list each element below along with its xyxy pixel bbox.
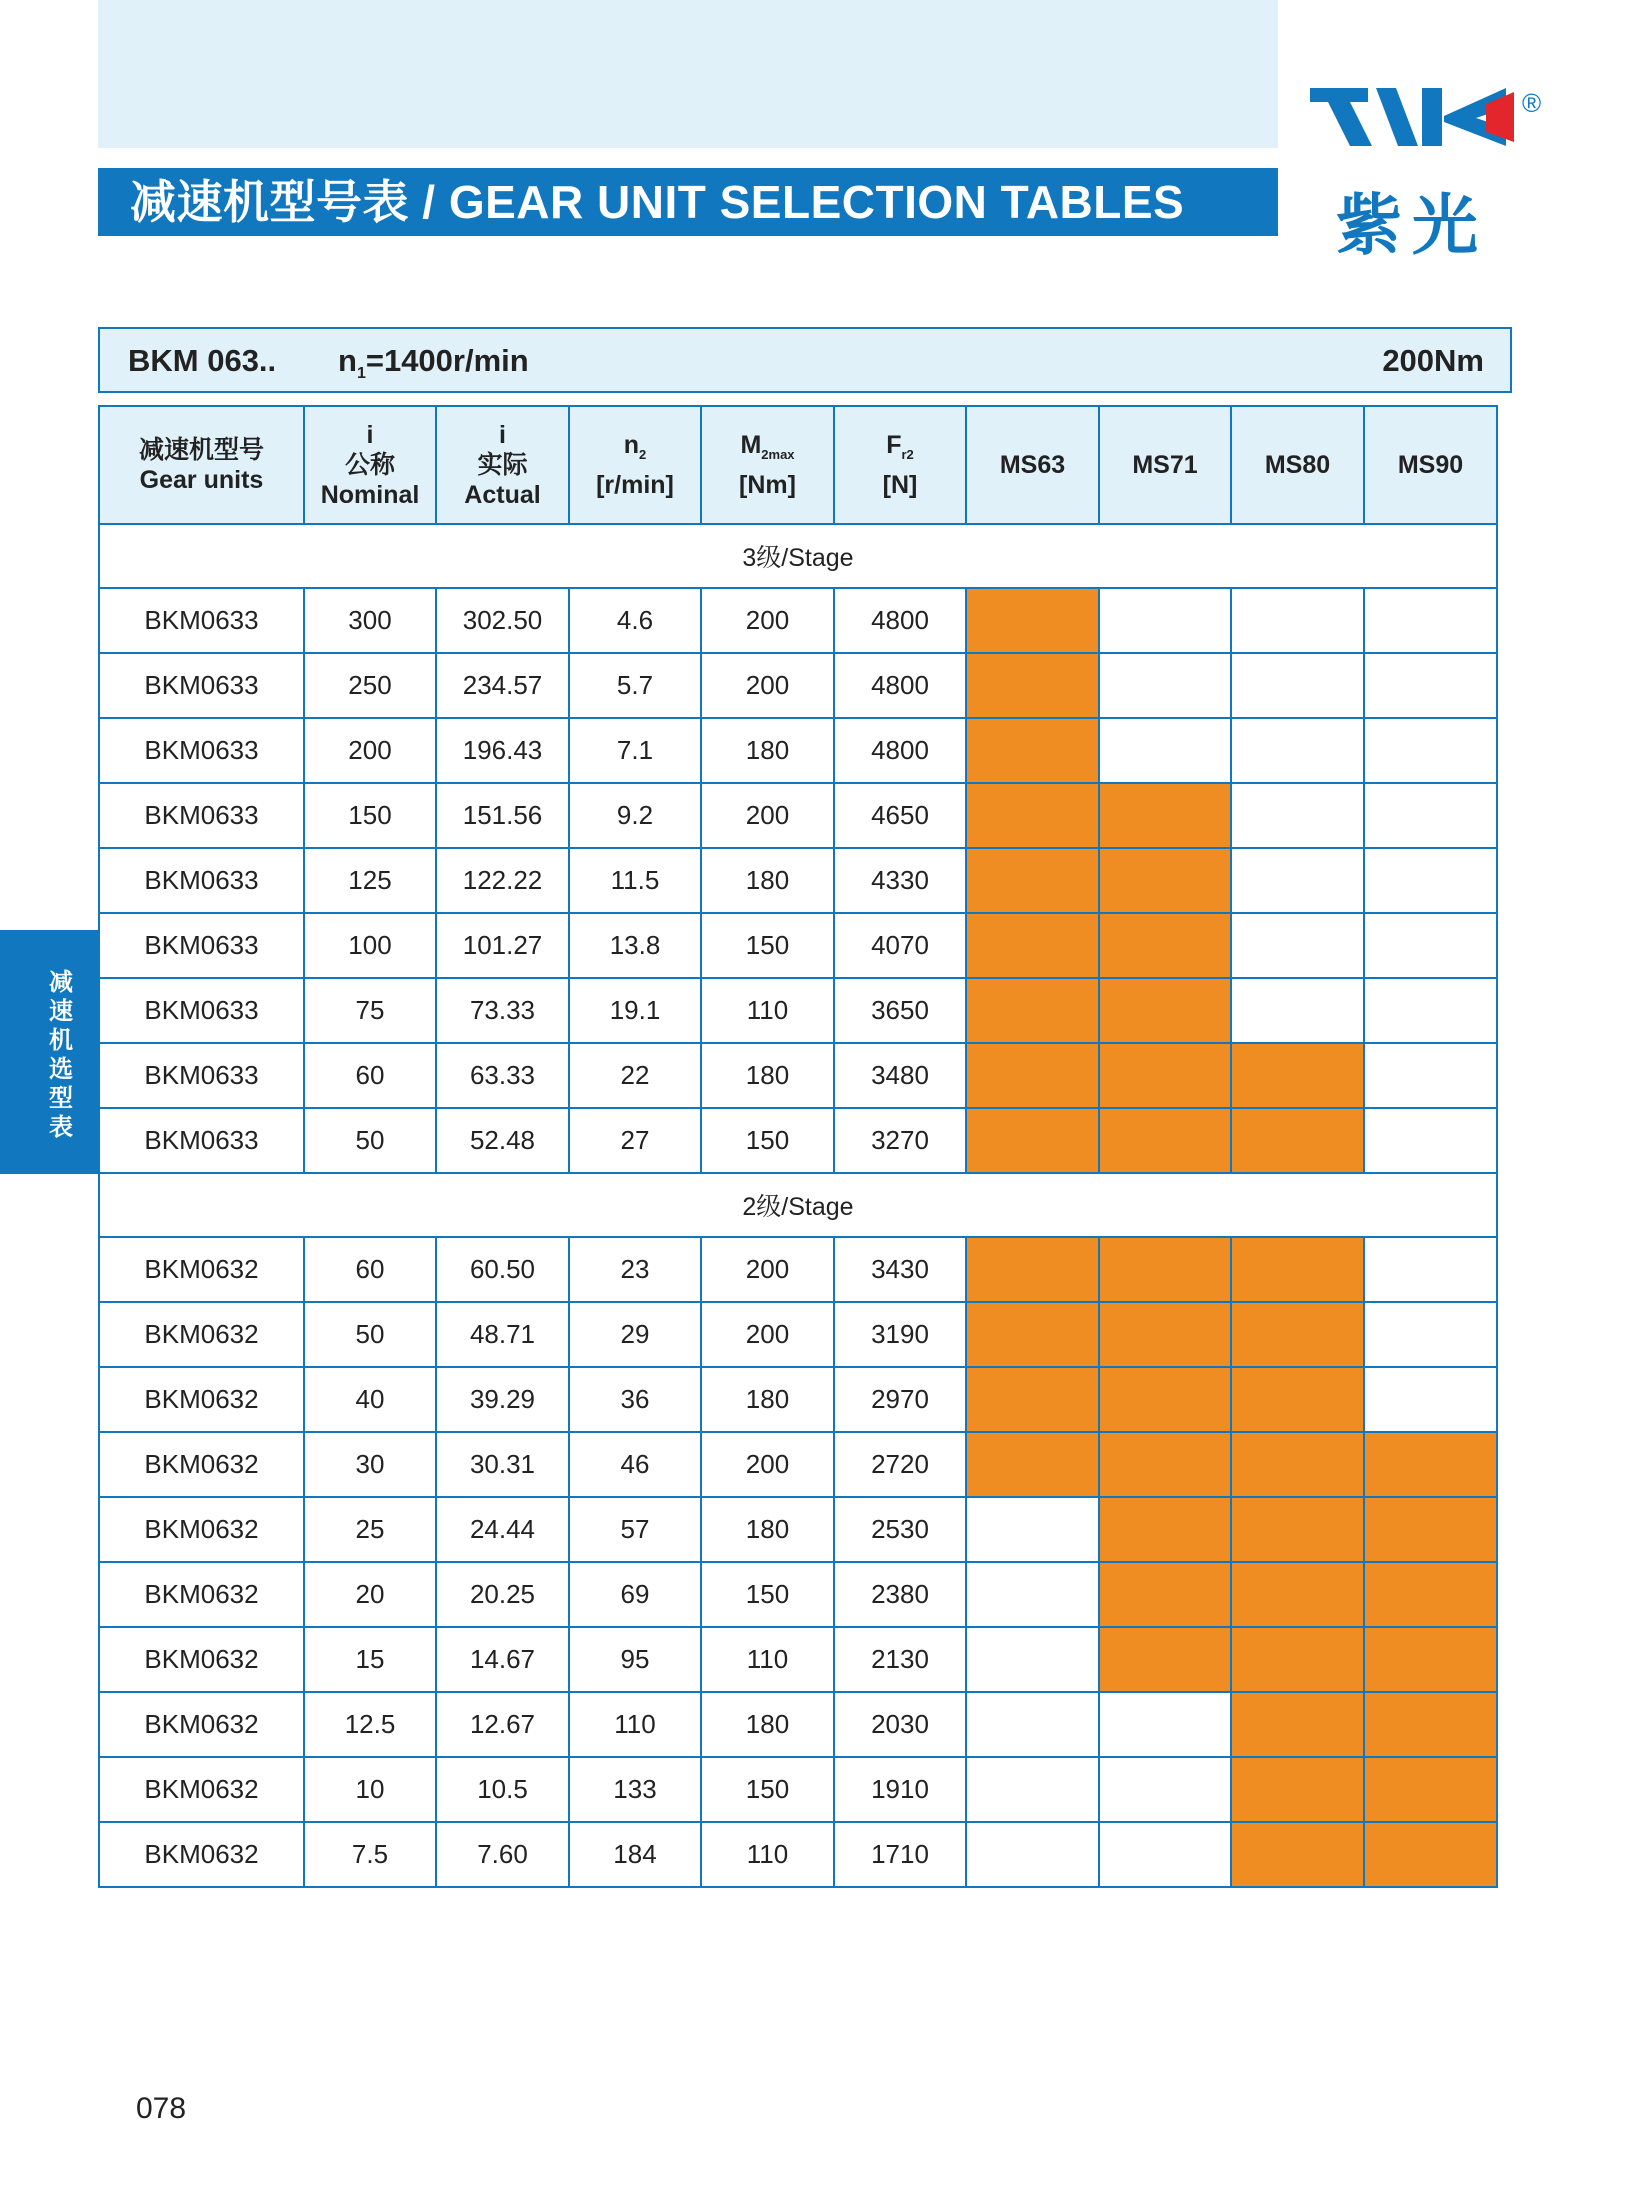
cell-fr2: 2130 [834,1627,966,1692]
cell-nominal: 125 [304,848,436,913]
fit-cell-ms80 [1231,1043,1364,1108]
fit-cell-ms80 [1231,1237,1364,1302]
fit-cell-ms80 [1231,978,1364,1043]
cell-nominal: 20 [304,1562,436,1627]
cell-actual: 101.27 [436,913,569,978]
cell-model: BKM0633 [99,978,304,1043]
col-motor-ms63: MS63 [966,406,1099,524]
cell-actual: 7.60 [436,1822,569,1887]
table-row [99,848,1497,913]
fit-cell-ms71 [1099,1627,1231,1692]
table-row [99,1108,1497,1173]
registered-mark: ® [1522,88,1542,118]
cell-model: BKM0633 [99,1043,304,1108]
cell-m2: 200 [701,783,834,848]
stage-label: 3级/Stage [99,524,1497,588]
fit-cell-ms71 [1099,1497,1231,1562]
cell-fr2: 3270 [834,1108,966,1173]
zik-logo-icon [1310,88,1518,146]
cell-fr2: 4800 [834,653,966,718]
cell-m2: 180 [701,848,834,913]
cell-actual: 20.25 [436,1562,569,1627]
fit-cell-ms80 [1231,1108,1364,1173]
fit-cell-ms90 [1364,653,1497,718]
cell-actual: 122.22 [436,848,569,913]
fit-cell-ms63 [966,913,1099,978]
cell-n2: 23 [569,1237,701,1302]
cell-n2: 27 [569,1108,701,1173]
table-row [99,1822,1497,1887]
fit-cell-ms71 [1099,1367,1231,1432]
side-tab [0,930,98,1174]
col-motor-ms80: MS80 [1231,406,1364,524]
col-motor-ms90: MS90 [1364,406,1497,524]
fit-cell-ms90 [1364,1562,1497,1627]
cell-model: BKM0632 [99,1237,304,1302]
fit-cell-ms80 [1231,1562,1364,1627]
fit-cell-ms71 [1099,588,1231,653]
fit-cell-ms71 [1099,783,1231,848]
cell-actual: 14.67 [436,1627,569,1692]
cell-actual: 24.44 [436,1497,569,1562]
cell-nominal: 60 [304,1237,436,1302]
cell-actual: 12.67 [436,1692,569,1757]
cell-actual: 52.48 [436,1108,569,1173]
fit-cell-ms90 [1364,1822,1497,1887]
fit-cell-ms63 [966,783,1099,848]
cell-model: BKM0632 [99,1367,304,1432]
fit-cell-ms80 [1231,783,1364,848]
col-output-speed: $n_2$ [r/min] [569,406,701,524]
fit-cell-ms63 [966,1497,1099,1562]
table-row [99,1757,1497,1822]
cell-n2: 184 [569,1822,701,1887]
fit-cell-ms63 [966,1757,1099,1822]
col-motor-ms71: MS71 [1099,406,1231,524]
table-row [99,1302,1497,1367]
table-row [99,1043,1497,1108]
cell-model: BKM0632 [99,1692,304,1757]
cell-n2: 7.1 [569,718,701,783]
table-row [99,1237,1497,1302]
cell-nominal: 7.5 [304,1822,436,1887]
model-series: BKM 063.. [128,343,277,378]
fit-cell-ms63 [966,1302,1099,1367]
cell-model: BKM0633 [99,1108,304,1173]
cell-actual: 73.33 [436,978,569,1043]
cell-m2: 110 [701,1822,834,1887]
cell-fr2: 1710 [834,1822,966,1887]
stage-row [99,1173,1497,1237]
fit-cell-ms63 [966,1562,1099,1627]
cell-fr2: 2030 [834,1692,966,1757]
cell-n2: 110 [569,1692,701,1757]
cell-nominal: 75 [304,978,436,1043]
table-row [99,1432,1497,1497]
fit-cell-ms63 [966,653,1099,718]
cell-nominal: 100 [304,913,436,978]
fit-cell-ms80 [1231,1302,1364,1367]
fit-cell-ms71 [1099,1237,1231,1302]
page-number: 078 [136,2092,187,2125]
cell-model: BKM0633 [99,653,304,718]
fit-cell-ms71 [1099,1692,1231,1757]
fit-cell-ms80 [1231,1497,1364,1562]
cell-nominal: 60 [304,1043,436,1108]
fit-cell-ms90 [1364,1432,1497,1497]
cell-model: BKM0632 [99,1497,304,1562]
cell-model: BKM0632 [99,1432,304,1497]
fit-cell-ms80 [1231,1367,1364,1432]
cell-model: BKM0632 [99,1302,304,1367]
fit-cell-ms90 [1364,848,1497,913]
cell-m2: 110 [701,978,834,1043]
fit-cell-ms63 [966,1367,1099,1432]
cell-n2: 36 [569,1367,701,1432]
fit-cell-ms63 [966,1432,1099,1497]
fit-cell-ms90 [1364,1497,1497,1562]
fit-cell-ms80 [1231,848,1364,913]
cell-n2: 4.6 [569,588,701,653]
cell-m2: 200 [701,1432,834,1497]
cell-fr2: 3480 [834,1043,966,1108]
fit-cell-ms80 [1231,1627,1364,1692]
cell-n2: 13.8 [569,913,701,978]
cell-n2: 5.7 [569,653,701,718]
side-tab-label: 减速机选型表 [49,969,73,1141]
fit-cell-ms71 [1099,1822,1231,1887]
cell-fr2: 4650 [834,783,966,848]
table-row [99,718,1497,783]
input-speed: $n_1=1400r/\min$ [338,343,529,383]
fit-cell-ms63 [966,1043,1099,1108]
cell-n2: 9.2 [569,783,701,848]
cell-model: BKM0632 [99,1822,304,1887]
fit-cell-ms63 [966,1237,1099,1302]
fit-cell-ms90 [1364,1302,1497,1367]
col-ratio-nominal: i 公称 Nominal [304,406,436,524]
fit-cell-ms90 [1364,978,1497,1043]
cell-fr2: 4800 [834,718,966,783]
cell-actual: 30.31 [436,1432,569,1497]
cell-nominal: 12.5 [304,1692,436,1757]
fit-cell-ms71 [1099,718,1231,783]
fit-cell-ms71 [1099,1432,1231,1497]
table-row [99,1692,1497,1757]
cell-m2: 200 [701,653,834,718]
col-gear-units: 减速机型号 Gear units [99,406,304,524]
cell-nominal: 50 [304,1302,436,1367]
cell-model: BKM0632 [99,1627,304,1692]
cell-m2: 200 [701,1237,834,1302]
fit-cell-ms63 [966,1822,1099,1887]
fit-cell-ms63 [966,1108,1099,1173]
cell-fr2: 4800 [834,588,966,653]
table-row [99,1627,1497,1692]
cell-actual: 196.43 [436,718,569,783]
cell-fr2: 2970 [834,1367,966,1432]
cell-nominal: 300 [304,588,436,653]
cell-n2: 133 [569,1757,701,1822]
cell-n2: 29 [569,1302,701,1367]
fit-cell-ms90 [1364,718,1497,783]
cell-n2: 19.1 [569,978,701,1043]
cell-m2: 150 [701,913,834,978]
fit-cell-ms80 [1231,653,1364,718]
cell-actual: 60.50 [436,1237,569,1302]
cell-fr2: 2720 [834,1432,966,1497]
cell-m2: 180 [701,1367,834,1432]
cell-nominal: 30 [304,1432,436,1497]
cell-fr2: 3190 [834,1302,966,1367]
fit-cell-ms90 [1364,783,1497,848]
fit-cell-ms80 [1231,1822,1364,1887]
fit-cell-ms90 [1364,588,1497,653]
fit-cell-ms63 [966,718,1099,783]
cell-m2: 150 [701,1108,834,1173]
fit-cell-ms90 [1364,1757,1497,1822]
rated-torque: 200Nm [1382,343,1484,378]
table-row [99,1497,1497,1562]
cell-actual: 39.29 [436,1367,569,1432]
cell-actual: 302.50 [436,588,569,653]
cell-m2: 150 [701,1562,834,1627]
brand-logo [1310,88,1550,262]
fit-cell-ms71 [1099,1043,1231,1108]
fit-cell-ms80 [1231,1757,1364,1822]
cell-fr2: 3650 [834,978,966,1043]
cell-m2: 180 [701,1043,834,1108]
cell-model: BKM0632 [99,1562,304,1627]
table-row [99,588,1497,653]
header-band [98,0,1278,148]
table-row [99,1562,1497,1627]
fit-cell-ms90 [1364,1043,1497,1108]
cell-nominal: 200 [304,718,436,783]
stage-row [99,524,1497,588]
cell-nominal: 50 [304,1108,436,1173]
col-ratio-actual: i 实际 Actual [436,406,569,524]
fit-cell-ms63 [966,848,1099,913]
cell-n2: 95 [569,1627,701,1692]
fit-cell-ms90 [1364,1627,1497,1692]
fit-cell-ms63 [966,1627,1099,1692]
fit-cell-ms71 [1099,848,1231,913]
table-row [99,783,1497,848]
cell-n2: 57 [569,1497,701,1562]
table-row [99,653,1497,718]
fit-cell-ms71 [1099,913,1231,978]
fit-cell-ms90 [1364,1692,1497,1757]
cell-fr2: 3430 [834,1237,966,1302]
col-radial-load: $F_{r2}$ [N] [834,406,966,524]
cell-fr2: 4330 [834,848,966,913]
cell-actual: 234.57 [436,653,569,718]
cell-n2: 22 [569,1043,701,1108]
cell-actual: 151.56 [436,783,569,848]
cell-m2: 180 [701,718,834,783]
cell-model: BKM0633 [99,913,304,978]
cell-m2: 180 [701,1692,834,1757]
page-title: 减速机型号表 / GEAR UNIT SELECTION TABLES [98,168,1278,236]
cell-n2: 46 [569,1432,701,1497]
fit-cell-ms71 [1099,1108,1231,1173]
cell-actual: 48.71 [436,1302,569,1367]
model-info-bar [98,327,1512,393]
cell-model: BKM0633 [99,588,304,653]
fit-cell-ms71 [1099,653,1231,718]
cell-model: BKM0632 [99,1757,304,1822]
cell-model: BKM0633 [99,718,304,783]
cell-m2: 200 [701,1302,834,1367]
cell-nominal: 250 [304,653,436,718]
fit-cell-ms80 [1231,588,1364,653]
cell-m2: 180 [701,1497,834,1562]
cell-model: BKM0633 [99,783,304,848]
cell-nominal: 10 [304,1757,436,1822]
cell-nominal: 150 [304,783,436,848]
cell-m2: 200 [701,588,834,653]
fit-cell-ms71 [1099,978,1231,1043]
cell-n2: 11.5 [569,848,701,913]
selection-table [98,405,1498,1888]
cell-fr2: 2380 [834,1562,966,1627]
cell-fr2: 1910 [834,1757,966,1822]
cell-model: BKM0633 [99,848,304,913]
fit-cell-ms90 [1364,1237,1497,1302]
cell-nominal: 25 [304,1497,436,1562]
cell-m2: 110 [701,1627,834,1692]
cell-actual: 63.33 [436,1043,569,1108]
table-header-row [99,406,1497,524]
fit-cell-ms71 [1099,1302,1231,1367]
fit-cell-ms90 [1364,1367,1497,1432]
cell-m2: 150 [701,1757,834,1822]
stage-label: 2级/Stage [99,1173,1497,1237]
fit-cell-ms80 [1231,913,1364,978]
cell-nominal: 40 [304,1367,436,1432]
fit-cell-ms71 [1099,1757,1231,1822]
table-body [99,524,1497,1887]
fit-cell-ms80 [1231,1692,1364,1757]
cell-fr2: 4070 [834,913,966,978]
cell-nominal: 15 [304,1627,436,1692]
cell-n2: 69 [569,1562,701,1627]
fit-cell-ms80 [1231,1432,1364,1497]
table-row [99,913,1497,978]
fit-cell-ms90 [1364,1108,1497,1173]
col-max-torque: $M_{2max}$ [Nm] [701,406,834,524]
brand-name-cn: 紫光 [1336,188,1488,262]
table-row [99,978,1497,1043]
table-row [99,1367,1497,1432]
fit-cell-ms90 [1364,913,1497,978]
fit-cell-ms63 [966,588,1099,653]
cell-fr2: 2530 [834,1497,966,1562]
fit-cell-ms71 [1099,1562,1231,1627]
fit-cell-ms80 [1231,718,1364,783]
cell-actual: 10.5 [436,1757,569,1822]
fit-cell-ms63 [966,1692,1099,1757]
fit-cell-ms63 [966,978,1099,1043]
